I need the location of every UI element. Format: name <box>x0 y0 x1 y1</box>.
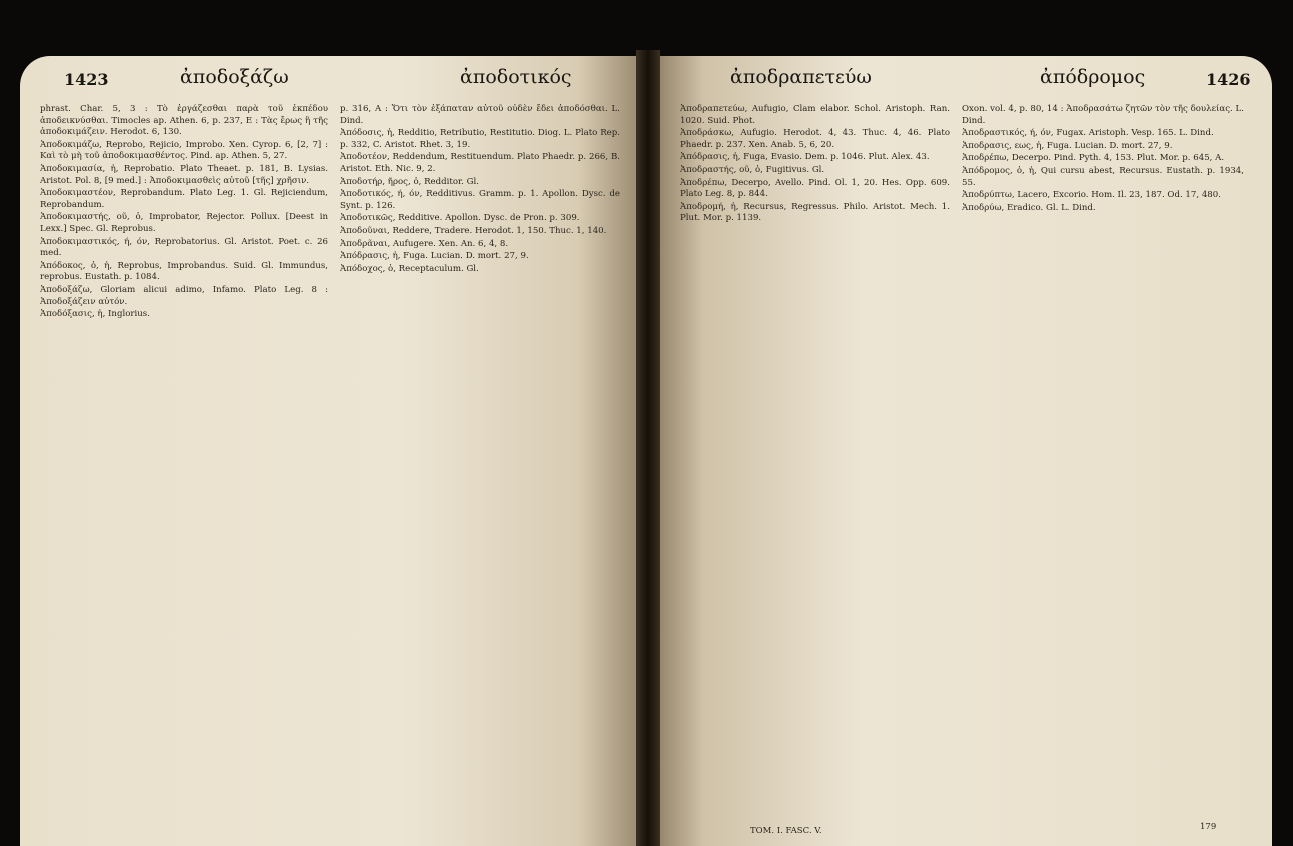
text-column-a <box>40 104 328 824</box>
page-number: 1426 <box>1206 70 1251 89</box>
entry: Ἀπόδοσις, ἡ, Redditio, Retributio, Restitutio. Diog. L. Plato Rep. p. 332, C. Aristot. Rhet. 3, 19. <box>340 128 620 150</box>
text-column-b <box>340 104 620 824</box>
entry: Ἀποδρᾶναι, Aufugere. Xen. An. 6, 4, 8. <box>340 238 509 249</box>
entry: Ἀποδοτήρ, ῆρος, ὁ, Redditor. Gl. <box>340 176 479 187</box>
book-gutter <box>636 50 660 846</box>
entry: Ἀποδρασις, εως, ἡ, Fuga. Lucian. D. mort. 27, 9. <box>962 140 1173 151</box>
running-headword: ἀποδοξάζω <box>180 66 289 88</box>
page-number: 1423 <box>64 70 109 89</box>
entry: phrast. Char. 5, 3 : Τὸ ἐργάζεσθαι παρὰ τοῦ ἐκπέδου ἀποδεικνύσθαι. Timocles ap. Athen. 6, p. 237, E : Τὰς ἔρως ἢ τῆς ἀποδοκιμάζειν. Herodot. 6, 130. <box>40 104 328 138</box>
entry: Ἀποδραστικός, ή, όν, Fugax. Aristoph. Vesp. 165. L. Dind. <box>962 128 1214 139</box>
footer-note: TOM. I. FASC. V. <box>750 826 822 836</box>
entry: Ἀποδοξάζω, Gloriam alicui adimo, Infamo. Plato Leg. 8 : Ἀποδοξάζειν αὐτόν. <box>40 284 328 307</box>
running-headword: ἀποδοτικός <box>460 66 572 88</box>
signature-mark: 179 <box>1200 822 1217 832</box>
entry: Ἀποδοτέον, Reddendum, Restituendum. Plato Phaedr. p. 266, B. Aristot. Eth. Nic. 9, 2. <box>340 152 620 174</box>
entry: Ἀπόδρομος, ὁ, ἡ, Qui cursu abest, Recursus. Eustath. p. 1934, 55. <box>962 165 1244 188</box>
entry: Ἀποδράσκω, Aufugio. Herodot. 4, 43. Thuc. 4, 46. Plato Phaedr. p. 237. Xen. Anab. 5, 6, 20. <box>680 128 950 150</box>
entry: Ἀποδρέπω, Decerpo. Pind. Pyth. 4, 153. Plut. Mor. p. 645, A. <box>962 153 1225 164</box>
running-headword: ἀπόδρομος <box>1040 66 1146 88</box>
entry: Ἀποδοκιμαστικός, ή, όν, Reprobatorius. Gl. Aristot. Poet. c. 26 med. <box>40 236 328 259</box>
text-column-c <box>680 104 950 824</box>
entry: Ἀποδρύω, Eradico. Gl. L. Dind. <box>962 202 1096 213</box>
entry: Ἀποδοκιμασία, ἡ, Reprobatio. Plato Theaet. p. 181, B. Lysias. Aristot. Pol. 8, [9 med.] : Ἀποδοκιμασθεὶς αὐτοῦ [τῆς] χρῆσιν. <box>40 163 328 186</box>
left-page <box>20 56 654 846</box>
entry: Ἀποδρύπτω, Lacero, Excorio. Hom. Il. 23, 187. Od. 17, 480. <box>962 190 1221 201</box>
entry: Ἀποδοκιμαστής, οῦ, ὁ, Improbator, Rejector. Pollux. [Deest in Lexx.] Spec. Gl. Reprobus. <box>40 212 328 234</box>
entry: Ἀποδοτικῶς, Redditive. Apollon. Dysc. de Pron. p. 309. <box>340 213 580 224</box>
running-headword: ἀποδραπετεύω <box>730 66 872 88</box>
entry: Ἀπόδοχος, ὁ, Receptaculum. Gl. <box>340 263 479 274</box>
right-page <box>640 56 1272 846</box>
entry: Ἀποδόξασις, ἡ, Inglorius. <box>40 309 150 320</box>
entry: Ἀποδρέπω, Decerpo, Avello. Pind. Ol. 1, 20. Hes. Opp. 609. Plato Leg. 8, p. 844. <box>680 177 950 200</box>
entry: p. 316, A : Ὅτι τὸν ἐξάπαταν αὐτοῦ οὐδὲν ἔδει ἀποδόσθαι. L. Dind. <box>340 104 620 126</box>
entry: Ἀπόδρασις, ἡ, Fuga. Lucian. D. mort. 27, 9. <box>340 251 529 262</box>
entry: Ἀπόδρασις, ἡ, Fuga, Evasio. Dem. p. 1046. Plut. Alex. 43. <box>680 152 930 163</box>
entry: Oxon. vol. 4, p. 80, 14 : Ἀποδρασάτω ζητῶν τὸν τῆς δουλείας. L. Dind. <box>962 104 1244 126</box>
entry: Ἀπόδοκος, ὁ, ἡ, Reprobus, Improbandus. Suid. Gl. Immundus, reprobus. Eustath. p. 1084. <box>40 260 328 283</box>
entry: Ἀποδραστής, οῦ, ὁ, Fugitivus. Gl. <box>680 164 825 175</box>
entry: Ἀποδραπετεύω, Aufugio, Clam elabor. Schol. Aristoph. Ran. 1020. Suid. Phot. <box>680 104 950 126</box>
text-column-d <box>962 104 1244 824</box>
entry: Ἀποδοῦναι, Reddere, Tradere. Herodot. 1, 150. Thuc. 1, 140. <box>340 225 607 236</box>
entry: Ἀποδρομή, ἡ, Recursus, Regressus. Philo. Aristot. Mech. 1. Plut. Mor. p. 1139. <box>680 201 950 224</box>
entry: Ἀποδοτικός, ή, όν, Redditivus. Gramm. p. 1. Apollon. Dysc. de Synt. p. 126. <box>340 189 620 211</box>
entry: Ἀποδοκιμαστέον, Reprobandum. Plato Leg. 1. Gl. Rejiciendum, Reprobandum. <box>40 188 328 210</box>
entry: Ἀποδοκιμάζω, Reprobo, Rejicio, Improbo. Xen. Cyrop. 6, [2, 7] : Καὶ τὸ μὴ τοῦ ἀποδοκιμασθέντος. Pind. ap. Athen. 5, 27. <box>40 139 328 162</box>
